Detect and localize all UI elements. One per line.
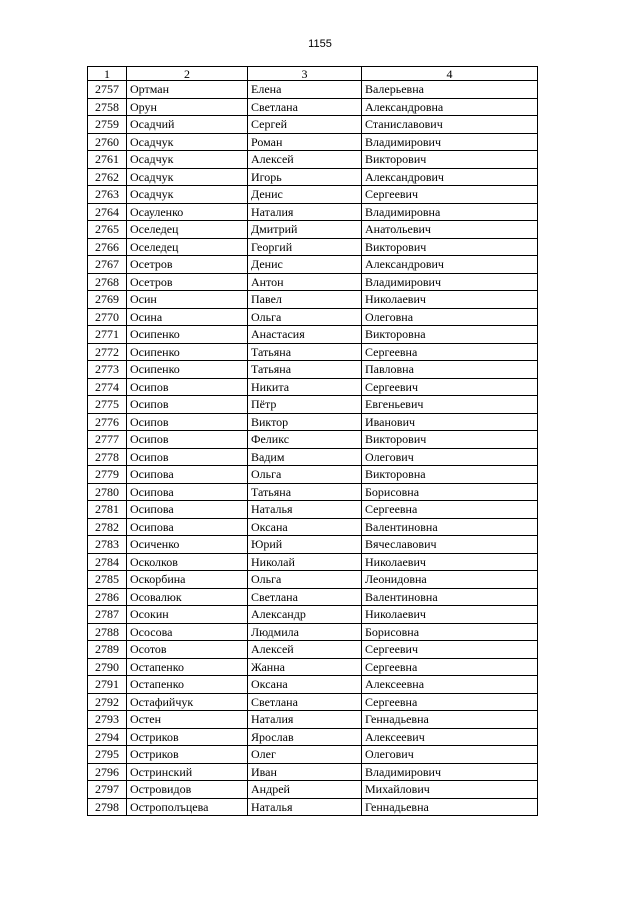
patronymic-cell: Викторович: [362, 431, 538, 449]
table-row: [88, 536, 538, 554]
surname-cell: Оскорбина: [127, 571, 248, 589]
table-row: [88, 326, 538, 344]
page-number: 1155: [308, 38, 332, 50]
first-name-cell: Феликс: [248, 431, 362, 449]
row-number: 2796: [88, 763, 127, 781]
row-number: 2777: [88, 431, 127, 449]
row-number: 2783: [88, 536, 127, 554]
surname-cell: Осипов: [127, 378, 248, 396]
first-name-cell: Денис: [248, 256, 362, 274]
table-row: [88, 116, 538, 134]
first-name-cell: Татьяна: [248, 361, 362, 379]
table-row: [88, 413, 538, 431]
row-number: 2794: [88, 728, 127, 746]
row-number: 2768: [88, 273, 127, 291]
table-row: [88, 151, 538, 169]
header-row: [88, 67, 538, 81]
first-name-cell: Виктор: [248, 413, 362, 431]
row-number: 2785: [88, 571, 127, 589]
surname-cell: Осипенко: [127, 343, 248, 361]
first-name-cell: Ольга: [248, 466, 362, 484]
patronymic-cell: Алексеевна: [362, 676, 538, 694]
patronymic-cell: Олегович: [362, 746, 538, 764]
surname-cell: Осипова: [127, 501, 248, 519]
table-row: [88, 623, 538, 641]
column-header-patronymic: 4: [362, 67, 538, 81]
surname-cell: Осадчук: [127, 151, 248, 169]
first-name-cell: Наталия: [248, 203, 362, 221]
surname-cell: Осетров: [127, 273, 248, 291]
row-number: 2772: [88, 343, 127, 361]
patronymic-cell: Александрович: [362, 168, 538, 186]
surname-cell: Остапенко: [127, 676, 248, 694]
patronymic-cell: Викторович: [362, 238, 538, 256]
patronymic-cell: Николаевич: [362, 553, 538, 571]
row-number: 2797: [88, 781, 127, 799]
table-row: [88, 641, 538, 659]
row-number: 2795: [88, 746, 127, 764]
row-number: 2776: [88, 413, 127, 431]
surname-cell: Осадчук: [127, 168, 248, 186]
first-name-cell: Татьяна: [248, 343, 362, 361]
first-name-cell: Ольга: [248, 571, 362, 589]
first-name-cell: Наталия: [248, 711, 362, 729]
surname-cell: Осин: [127, 291, 248, 309]
first-name-cell: Дмитрий: [248, 221, 362, 239]
surname-cell: Осадчук: [127, 133, 248, 151]
table-row: [88, 221, 538, 239]
first-name-cell: Александр: [248, 606, 362, 624]
patronymic-cell: Вячеславович: [362, 536, 538, 554]
table-row: [88, 203, 538, 221]
surname-cell: Осадчий: [127, 116, 248, 134]
patronymic-cell: Валентиновна: [362, 518, 538, 536]
surname-cell: Осокин: [127, 606, 248, 624]
patronymic-cell: Станиславович: [362, 116, 538, 134]
row-number: 2779: [88, 466, 127, 484]
first-name-cell: Алексей: [248, 641, 362, 659]
table-row: [88, 186, 538, 204]
row-number: 2781: [88, 501, 127, 519]
first-name-cell: Николай: [248, 553, 362, 571]
row-number: 2775: [88, 396, 127, 414]
table-row: [88, 518, 538, 536]
table-row: [88, 483, 538, 501]
row-number: 2782: [88, 518, 127, 536]
surname-cell: Ортман: [127, 81, 248, 99]
row-number: 2791: [88, 676, 127, 694]
row-number: 2792: [88, 693, 127, 711]
surname-cell: Осипов: [127, 448, 248, 466]
surname-cell: Осипова: [127, 483, 248, 501]
surname-cell: Осина: [127, 308, 248, 326]
surname-cell: Оселедец: [127, 221, 248, 239]
row-number: 2761: [88, 151, 127, 169]
row-number: 2788: [88, 623, 127, 641]
surname-cell: Осипов: [127, 431, 248, 449]
surname-cell: Осипова: [127, 466, 248, 484]
table-row: [88, 658, 538, 676]
table-row: [88, 711, 538, 729]
surname-cell: Остринский: [127, 763, 248, 781]
first-name-cell: Денис: [248, 186, 362, 204]
first-name-cell: Светлана: [248, 98, 362, 116]
row-number: 2762: [88, 168, 127, 186]
table-row: [88, 273, 538, 291]
first-name-cell: Светлана: [248, 588, 362, 606]
patronymic-cell: Владимирович: [362, 273, 538, 291]
patronymic-cell: Валентиновна: [362, 588, 538, 606]
patronymic-cell: Александровна: [362, 98, 538, 116]
patronymic-cell: Олеговна: [362, 308, 538, 326]
patronymic-cell: Александрович: [362, 256, 538, 274]
patronymic-cell: Владимирович: [362, 133, 538, 151]
table-row: [88, 501, 538, 519]
row-number: 2780: [88, 483, 127, 501]
surname-cell: Островидов: [127, 781, 248, 799]
first-name-cell: Иван: [248, 763, 362, 781]
table-row: [88, 396, 538, 414]
surname-cell: Осипов: [127, 413, 248, 431]
surname-cell: Остапенко: [127, 658, 248, 676]
table-row: [88, 291, 538, 309]
patronymic-cell: Сергеевна: [362, 693, 538, 711]
table-row: [88, 378, 538, 396]
first-name-cell: Елена: [248, 81, 362, 99]
surname-cell: Осипов: [127, 396, 248, 414]
patronymic-cell: Иванович: [362, 413, 538, 431]
patronymic-cell: Борисовна: [362, 483, 538, 501]
table-row: [88, 431, 538, 449]
row-number: 2764: [88, 203, 127, 221]
first-name-cell: Наталья: [248, 501, 362, 519]
patronymic-cell: Сергеевна: [362, 343, 538, 361]
column-header-first-name: 3: [248, 67, 362, 81]
surname-cell: Остриков: [127, 728, 248, 746]
first-name-cell: Юрий: [248, 536, 362, 554]
first-name-cell: Павел: [248, 291, 362, 309]
patronymic-cell: Сергеевич: [362, 186, 538, 204]
patronymic-cell: Сергеевич: [362, 378, 538, 396]
surname-cell: Остриков: [127, 746, 248, 764]
patronymic-cell: Леонидовна: [362, 571, 538, 589]
first-name-cell: Ярослав: [248, 728, 362, 746]
row-number: 2798: [88, 798, 127, 816]
row-number: 2770: [88, 308, 127, 326]
patronymic-cell: Олегович: [362, 448, 538, 466]
table-row: [88, 448, 538, 466]
first-name-cell: Оксана: [248, 676, 362, 694]
row-number: 2767: [88, 256, 127, 274]
patronymic-cell: Сергеевна: [362, 658, 538, 676]
patronymic-cell: Анатольевич: [362, 221, 538, 239]
row-number: 2765: [88, 221, 127, 239]
table-body: [88, 81, 538, 816]
patronymic-cell: Геннадьевна: [362, 798, 538, 816]
patronymic-cell: Викторович: [362, 151, 538, 169]
table-row: [88, 466, 538, 484]
patronymic-cell: Викторовна: [362, 326, 538, 344]
surname-cell: Осипенко: [127, 361, 248, 379]
patronymic-cell: Владимирович: [362, 763, 538, 781]
table-row: [88, 361, 538, 379]
row-number: 2789: [88, 641, 127, 659]
first-name-cell: Людмила: [248, 623, 362, 641]
surname-cell: Осотов: [127, 641, 248, 659]
first-name-cell: Игорь: [248, 168, 362, 186]
table-row: [88, 676, 538, 694]
table-row: [88, 133, 538, 151]
patronymic-cell: Алексеевич: [362, 728, 538, 746]
patronymic-cell: Николаевич: [362, 606, 538, 624]
table-row: [88, 693, 538, 711]
row-number: 2774: [88, 378, 127, 396]
row-number: 2784: [88, 553, 127, 571]
surname-cell: Остен: [127, 711, 248, 729]
row-number: 2758: [88, 98, 127, 116]
first-name-cell: Олег: [248, 746, 362, 764]
first-name-cell: Сергей: [248, 116, 362, 134]
table-row: [88, 98, 538, 116]
row-number: 2793: [88, 711, 127, 729]
surname-cell: Острополъцева: [127, 798, 248, 816]
row-number: 2759: [88, 116, 127, 134]
row-number: 2766: [88, 238, 127, 256]
first-name-cell: Наталья: [248, 798, 362, 816]
first-name-cell: Антон: [248, 273, 362, 291]
patronymic-cell: Евгеньевич: [362, 396, 538, 414]
patronymic-cell: Сергеевич: [362, 641, 538, 659]
first-name-cell: Ольга: [248, 308, 362, 326]
table-row: [88, 588, 538, 606]
patronymic-cell: Николаевич: [362, 291, 538, 309]
row-number: 2787: [88, 606, 127, 624]
surname-cell: Орун: [127, 98, 248, 116]
row-number: 2790: [88, 658, 127, 676]
surname-cell: Осколков: [127, 553, 248, 571]
first-name-cell: Анастасия: [248, 326, 362, 344]
patronymic-cell: Борисовна: [362, 623, 538, 641]
names-table: [87, 66, 538, 816]
surname-cell: Осипенко: [127, 326, 248, 344]
surname-cell: Осипова: [127, 518, 248, 536]
table-row: [88, 798, 538, 816]
surname-cell: Осауленко: [127, 203, 248, 221]
patronymic-cell: Михайлович: [362, 781, 538, 799]
table-row: [88, 238, 538, 256]
row-number: 2757: [88, 81, 127, 99]
row-number: 2769: [88, 291, 127, 309]
table-row: [88, 343, 538, 361]
row-number: 2773: [88, 361, 127, 379]
table-row: [88, 763, 538, 781]
table-row: [88, 256, 538, 274]
row-number: 2771: [88, 326, 127, 344]
table-row: [88, 571, 538, 589]
surname-cell: Остафийчук: [127, 693, 248, 711]
row-number: 2786: [88, 588, 127, 606]
row-number: 2778: [88, 448, 127, 466]
surname-cell: Осетров: [127, 256, 248, 274]
table-row: [88, 746, 538, 764]
first-name-cell: Пётр: [248, 396, 362, 414]
column-header-number: 1: [88, 67, 127, 81]
table-row: [88, 553, 538, 571]
table-row: [88, 781, 538, 799]
first-name-cell: Вадим: [248, 448, 362, 466]
first-name-cell: Оксана: [248, 518, 362, 536]
surname-cell: Ососова: [127, 623, 248, 641]
surname-cell: Осадчук: [127, 186, 248, 204]
patronymic-cell: Павловна: [362, 361, 538, 379]
row-number: 2760: [88, 133, 127, 151]
column-header-surname: 2: [127, 67, 248, 81]
patronymic-cell: Владимировна: [362, 203, 538, 221]
first-name-cell: Алексей: [248, 151, 362, 169]
table-row: [88, 728, 538, 746]
first-name-cell: Андрей: [248, 781, 362, 799]
patronymic-cell: Валерьевна: [362, 81, 538, 99]
first-name-cell: Георгий: [248, 238, 362, 256]
table-row: [88, 168, 538, 186]
patronymic-cell: Сергеевна: [362, 501, 538, 519]
patronymic-cell: Геннадьевна: [362, 711, 538, 729]
surname-cell: Осовалюк: [127, 588, 248, 606]
table-row: [88, 606, 538, 624]
first-name-cell: Светлана: [248, 693, 362, 711]
surname-cell: Оселедец: [127, 238, 248, 256]
first-name-cell: Жанна: [248, 658, 362, 676]
first-name-cell: Татьяна: [248, 483, 362, 501]
row-number: 2763: [88, 186, 127, 204]
first-name-cell: Никита: [248, 378, 362, 396]
first-name-cell: Роман: [248, 133, 362, 151]
table-row: [88, 81, 538, 99]
patronymic-cell: Викторовна: [362, 466, 538, 484]
table-row: [88, 308, 538, 326]
surname-cell: Осиченко: [127, 536, 248, 554]
